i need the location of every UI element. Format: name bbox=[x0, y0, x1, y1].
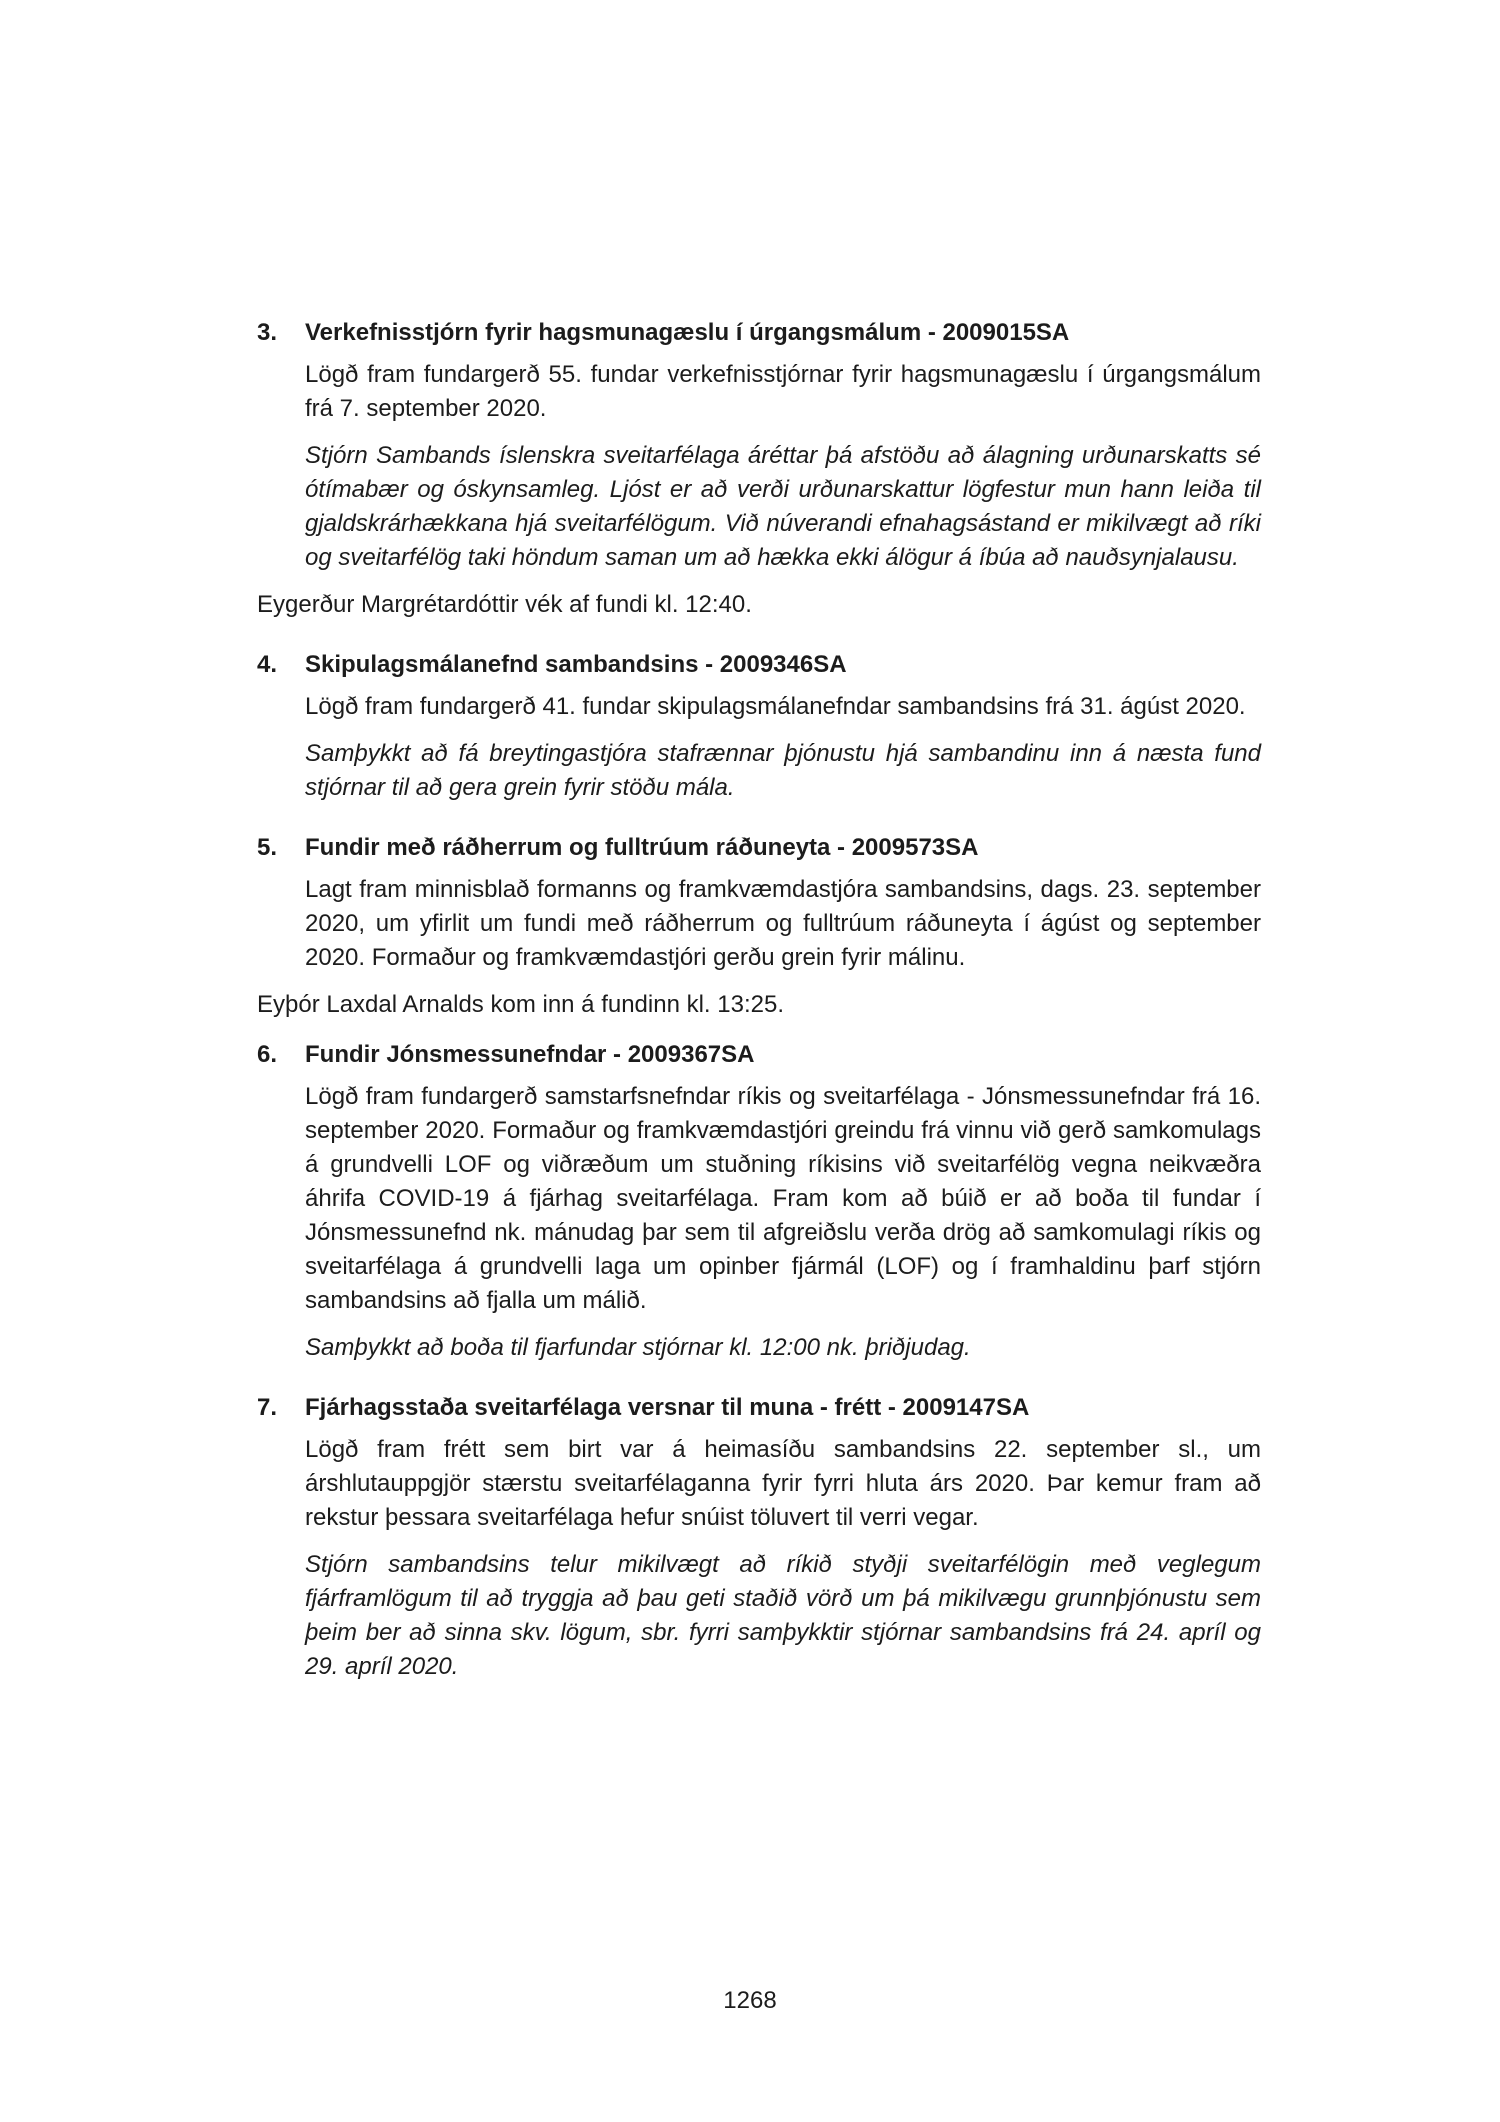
page-number: 1268 bbox=[723, 1987, 777, 2014]
agenda-item-resolution: Samþykkt að boða til fjarfundar stjórnar kl. 12:00 nk. þriðjudag. bbox=[305, 1334, 971, 1361]
agenda-item-heading bbox=[257, 831, 1261, 865]
agenda-item-title: Skipulagsmálanefnd sambandsins - 2009346SA bbox=[305, 651, 847, 678]
agenda-item-title: Fjárhagsstaða sveitarfélaga versnar til muna - frétt - 2009147SA bbox=[305, 1394, 1030, 1421]
agenda-item-heading bbox=[257, 1038, 1261, 1072]
agenda-item-title: Verkefnisstjórn fyrir hagsmunagæslu í úrgangsmálum - 2009015SA bbox=[305, 319, 1070, 346]
agenda-item-7 bbox=[257, 1391, 1261, 1684]
agenda-item-4 bbox=[257, 648, 1261, 805]
agenda-item-5 bbox=[257, 831, 1261, 975]
agenda-item-text: Lagt fram minnisblað formanns og framkvæmdastjóra sambandsins, dags. 23. september 2020, um yfirlit um fundi með ráðherrum og fulltrúum ráðuneyta í ágúst og september 2020. Formaður og framkvæmdastjóri gerðu grein fyrir málinu. bbox=[305, 876, 1261, 971]
agenda-item-body bbox=[257, 873, 1261, 975]
agenda-item-resolution: Samþykkt að fá breytingastjóra stafrænnar þjónustu hjá sambandinu inn á næsta fund stjórnar til að gera grein fyrir stöðu mála. bbox=[305, 740, 1261, 801]
agenda-item-text: Lögð fram frétt sem birt var á heimasíðu sambandsins 22. september sl., um árshlutauppgjör stærstu sveitarfélaganna fyrir fyrri hluta árs 2020. Þar kemur fram að rekstur þessara sveitarfélaga hefur snúist töluvert til verri vegar. bbox=[305, 1436, 1261, 1531]
agenda-item-resolution: Stjórn Sambands íslenskra sveitarfélaga áréttar þá afstöðu að álagning urðunarskatts sé ótímabær og óskynsamleg. Ljóst er að verði urðunarskattur lögfestur mun hann leiða til gjaldskrárhækkana hjá sveitarfélögum. Við núverandi efnahagsástand er mikilvægt að ríki og sveitarfélög taki höndum saman um að hækka ekki álögur á íbúa að nauðsynjalausu. bbox=[305, 442, 1261, 571]
agenda-item-number: 4. bbox=[257, 651, 278, 678]
agenda-item-resolution: Stjórn sambandsins telur mikilvægt að ríkið styðji sveitarfélögin með veglegum fjárframlögum til að tryggja að þau geti staðið vörð um þá mikilvægu grunnþjónustu sem þeim ber að sinna skv. lögum, sbr. fyrri samþykktir stjórnar sambandsins frá 24. apríl og 29. apríl 2020. bbox=[305, 1551, 1261, 1680]
agenda-item-number: 5. bbox=[257, 834, 278, 861]
agenda-item-3 bbox=[257, 316, 1261, 575]
agenda-item-text: Lögð fram fundargerð samstarfsnefndar ríkis og sveitarfélaga - Jónsmessunefndar frá 16. september 2020. Formaður og framkvæmdastjóri greindu frá vinnu við gerð samkomulags á grundvelli LOF og viðræðum um stuðning ríkisins við sveitarfélög vegna neikvæðra áhrifa COVID-19 á fjárhag sveitarfélaga. Fram kom að búið er að boða til fundar í Jónsmessunefnd nk. mánudag þar sem til afgreiðslu verða drög að samkomulagi ríkis og sveitarfélaga á grundvelli laga um opinber fjármál (LOF) og í framhaldinu þarf stjórn sambandsins að fjalla um málið. bbox=[305, 1083, 1261, 1314]
agenda-item-heading bbox=[257, 1391, 1261, 1425]
agenda-item-body bbox=[257, 690, 1261, 805]
remark-departure: Eygerður Margrétardóttir vék af fundi kl. 12:40. bbox=[257, 591, 752, 618]
agenda-item-number: 3. bbox=[257, 319, 278, 346]
agenda-item-number: 7. bbox=[257, 1394, 278, 1421]
agenda-item-body bbox=[257, 358, 1261, 575]
agenda-item-title: Fundir Jónsmessunefndar - 2009367SA bbox=[305, 1041, 755, 1068]
agenda-item-text: Lögð fram fundargerð 41. fundar skipulagsmálanefndar sambandsins frá 31. ágúst 2020. bbox=[305, 693, 1246, 720]
agenda-item-body bbox=[257, 1433, 1261, 1684]
agenda-item-body bbox=[257, 1080, 1261, 1365]
agenda-item-title: Fundir með ráðherrum og fulltrúum ráðuneyta - 2009573SA bbox=[305, 834, 979, 861]
remark-arrival: Eyþór Laxdal Arnalds kom inn á fundinn kl. 13:25. bbox=[257, 991, 784, 1018]
agenda-item-6 bbox=[257, 1038, 1261, 1365]
agenda-item-number: 6. bbox=[257, 1041, 278, 1068]
agenda-item-text: Lögð fram fundargerð 55. fundar verkefnisstjórnar fyrir hagsmunagæslu í úrgangsmálum frá 7. september 2020. bbox=[305, 361, 1261, 422]
minutes-content bbox=[257, 316, 1261, 1697]
agenda-item-heading bbox=[257, 316, 1261, 350]
agenda-item-heading bbox=[257, 648, 1261, 682]
